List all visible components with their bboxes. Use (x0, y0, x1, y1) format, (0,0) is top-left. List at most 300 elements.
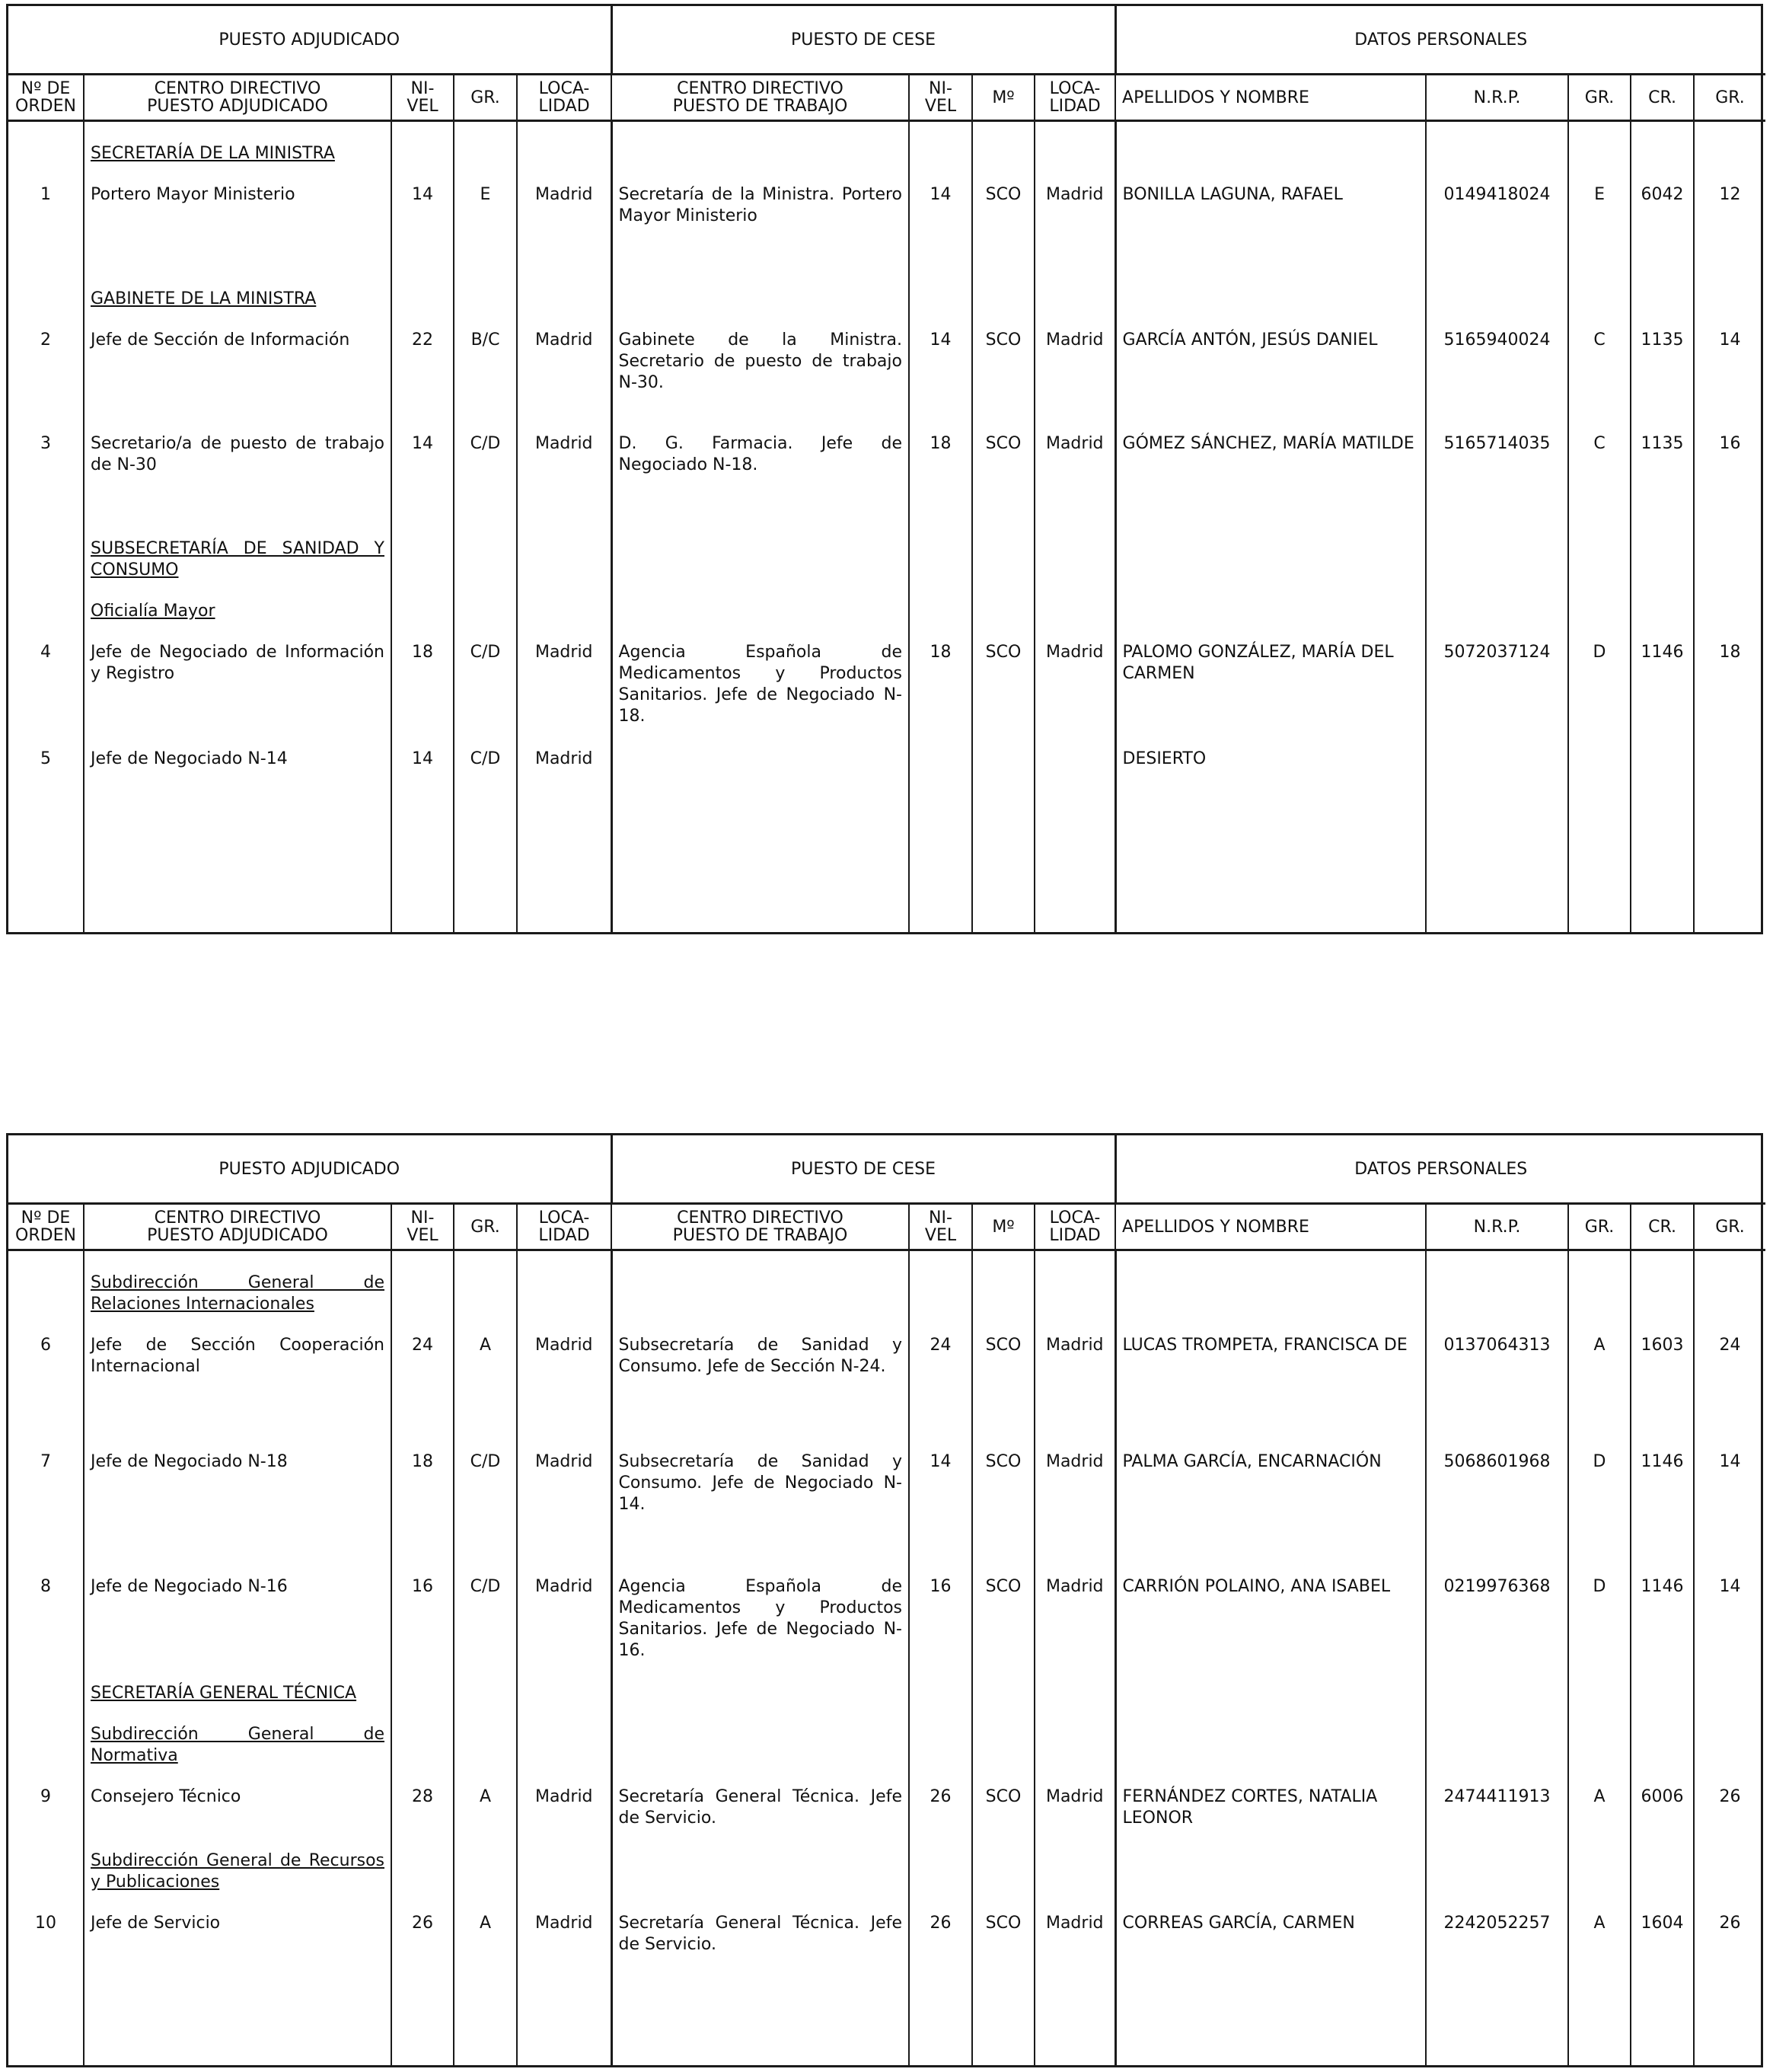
ministerio-cell-value: SCO (985, 330, 1022, 350)
orden-cell (8, 412, 84, 517)
table-row (8, 412, 1765, 517)
nivel-cell-value: 26 (412, 1913, 433, 1933)
cr-cell-value: 6042 (1641, 185, 1684, 204)
localidad-cell-value: Madrid (534, 1451, 593, 1471)
cese-centro-cell (611, 412, 909, 517)
cese-nivel-cell (909, 1250, 972, 1430)
personal-gr-cell (1568, 1555, 1631, 1662)
cese-centro-cell (611, 1662, 909, 1829)
cese-centro-cell (611, 121, 909, 267)
table-row (8, 121, 1765, 267)
orden-number: 2 (40, 330, 51, 350)
grado-cell-value: 14 (1719, 1576, 1741, 1596)
table-row (8, 1555, 1765, 1662)
cr-cell-value: 6006 (1641, 1786, 1684, 1806)
localidad-cell (517, 1555, 611, 1662)
cese-nivel-cell (909, 1430, 972, 1555)
personal-gr-cell (1568, 727, 1631, 895)
filler-row (8, 895, 1765, 933)
cese-localidad-cell-value: Madrid (1045, 642, 1104, 662)
localidad-cell (517, 1662, 611, 1829)
ministerio-cell (972, 1829, 1035, 2012)
cese-centro-cell-value: Agencia Española de Medicamentos y Productos Sanitarios. Jefe de Negociado N-18. (618, 642, 902, 726)
cese-centro-cell-value: Secretaría de la Ministra. Portero Mayor Ministerio (618, 185, 902, 225)
nombre-cell-value: GARCÍA ANTÓN, JESÚS DANIEL (1122, 330, 1378, 350)
grado-cell (1694, 517, 1765, 727)
filler-cell (909, 2012, 972, 2066)
heading-gap (91, 1704, 384, 1724)
group-header-datos-personales: DATOS PERSONALES (1115, 6, 1765, 75)
nrp-cell (1426, 727, 1568, 895)
nivel-cell-value: 14 (412, 185, 433, 204)
puesto-cell (84, 412, 391, 517)
filler-cell (517, 895, 611, 933)
nombre-cell-value: LUCAS TROMPETA, FRANCISCA DE (1122, 1336, 1408, 1355)
filler-cell (1568, 2012, 1631, 2066)
grado-cell-value: 16 (1719, 433, 1741, 453)
ministerio-cell (972, 1555, 1035, 1662)
cese-nivel-cell-value: 14 (930, 185, 952, 204)
cese-centro-cell-value: Secretaría General Técnica. Jefe de Servicio. (618, 1786, 902, 1828)
filler-cell (1115, 895, 1426, 933)
filler-cell (611, 2012, 909, 2066)
ministerio-cell-value: SCO (985, 1576, 1022, 1596)
grado-cell (1694, 1555, 1765, 1662)
puesto-cell (84, 727, 391, 895)
cr-cell-value: 1146 (1641, 1576, 1684, 1596)
cr-cell-value: 1603 (1641, 1336, 1684, 1355)
ministerio-cell-value: SCO (985, 185, 1022, 204)
grado-cell (1694, 1662, 1765, 1829)
personal-gr-cell (1568, 412, 1631, 517)
puesto-cell (84, 1555, 391, 1662)
personal-gr-cell-value: D (1593, 642, 1606, 662)
gr-cell-value: C/D (470, 1576, 501, 1596)
cr-cell (1631, 1430, 1694, 1555)
section-heading: Subdirección General de Normativa (91, 1724, 384, 1765)
cr-cell-value: 1146 (1641, 642, 1684, 662)
cese-centro-cell (611, 517, 909, 727)
col-header-cr: CR. (1631, 75, 1694, 121)
filler-cell (909, 895, 972, 933)
nrp-cell (1426, 1555, 1568, 1662)
col-header-centro-cese: CENTRO DIRECTIVO PUESTO DE TRABAJO (611, 75, 909, 121)
gr-cell (454, 267, 517, 412)
cese-centro-cell-value: D. G. Farmacia. Jefe de Negociado N-18. (618, 433, 902, 474)
col-header-cese-localidad: LOCA- LIDAD (1035, 75, 1115, 121)
nrp-cell (1426, 1662, 1568, 1829)
localidad-cell (517, 121, 611, 267)
gr-cell-value: A (479, 1913, 492, 1933)
grado-cell (1694, 412, 1765, 517)
assignment-table-1 (6, 4, 1763, 934)
cese-localidad-cell (1035, 1662, 1115, 1829)
col-header-grado: GR. (1694, 75, 1765, 121)
filler-cell (972, 895, 1035, 933)
cese-centro-cell (611, 1829, 909, 2012)
filler-cell (1035, 895, 1115, 933)
col-header-ministerio: Mº (972, 1204, 1035, 1250)
col-header-centro-cese: CENTRO DIRECTIVO PUESTO DE TRABAJO (611, 1204, 909, 1250)
orden-number: 4 (40, 642, 51, 662)
nombre-cell (1115, 517, 1426, 727)
cese-nivel-cell-value: 14 (930, 1451, 952, 1471)
personal-gr-cell (1568, 267, 1631, 412)
cese-centro-cell-value: Secretaría General Técnica. Jefe de Servicio. (618, 1913, 902, 1954)
puesto-text: Jefe de Negociado N-16 (91, 1576, 288, 1596)
filler-cell (1631, 895, 1694, 933)
personal-gr-cell (1568, 1430, 1631, 1555)
cese-localidad-cell-value: Madrid (1045, 1913, 1104, 1933)
personal-gr-cell-value: D (1593, 1576, 1606, 1596)
personal-gr-cell (1568, 121, 1631, 267)
table-row (8, 267, 1765, 412)
cese-nivel-cell-value: 16 (930, 1576, 952, 1596)
puesto-text: Jefe de Negociado N-14 (91, 749, 288, 768)
grado-cell (1694, 1829, 1765, 2012)
puesto-text: Secretario/a de puesto de trabajo de N-30 (91, 433, 384, 474)
gr-cell (454, 1555, 517, 1662)
nombre-cell (1115, 267, 1426, 412)
nombre-cell (1115, 1662, 1426, 1829)
localidad-cell-value: Madrid (534, 1336, 593, 1355)
gr-cell (454, 1250, 517, 1430)
puesto-text: Jefe de Negociado N-18 (91, 1451, 288, 1471)
puesto-text: Jefe de Sección Cooperación Internacional (91, 1336, 384, 1376)
nombre-cell-value: DESIERTO (1122, 749, 1207, 768)
col-header-gr: GR. (454, 1204, 517, 1250)
nombre-cell-value: CORREAS GARCÍA, CARMEN (1122, 1913, 1355, 1933)
ministerio-cell-value: SCO (985, 1451, 1022, 1471)
cese-centro-cell (611, 1555, 909, 1662)
personal-gr-cell-value: E (1594, 185, 1605, 204)
cese-localidad-cell (1035, 412, 1115, 517)
gr-cell (454, 121, 517, 267)
filler-cell (391, 895, 454, 933)
nrp-cell (1426, 412, 1568, 517)
nivel-cell-value: 22 (412, 330, 433, 350)
orden-number: 8 (40, 1576, 51, 1596)
table-1 (8, 6, 1765, 932)
col-header-gr: GR. (454, 75, 517, 121)
filler-cell (1115, 2012, 1426, 2066)
ministerio-cell (972, 517, 1035, 727)
filler-row (8, 2012, 1765, 2066)
grado-cell (1694, 1430, 1765, 1555)
orden-number: 1 (40, 185, 51, 204)
cr-cell (1631, 1250, 1694, 1430)
section-heading: SECRETARÍA GENERAL TÉCNICA (91, 1683, 357, 1703)
cese-nivel-cell-value: 18 (930, 433, 952, 453)
filler-cell (8, 2012, 84, 2066)
grado-cell-value: 26 (1719, 1913, 1741, 1933)
localidad-cell (517, 1250, 611, 1430)
heading-gap (91, 164, 384, 184)
cese-centro-cell-value: Gabinete de la Ministra. Secretario de puesto de trabajo N-30. (618, 330, 902, 392)
puesto-text: Jefe de Servicio (91, 1913, 221, 1933)
filler-cell (84, 2012, 391, 2066)
cese-localidad-cell-value: Madrid (1045, 330, 1104, 350)
cese-nivel-cell-value: 24 (930, 1336, 952, 1355)
filler-cell (1694, 2012, 1765, 2066)
heading-gap (91, 1893, 384, 1913)
cese-localidad-cell-value: Madrid (1045, 1576, 1104, 1596)
cese-centro-cell (611, 1430, 909, 1555)
orden-number: 6 (40, 1336, 51, 1355)
gr-cell (454, 1829, 517, 2012)
nrp-cell-value: 2242052257 (1443, 1913, 1551, 1933)
nrp-cell (1426, 1430, 1568, 1555)
puesto-cell (84, 1662, 391, 1829)
orden-cell (8, 727, 84, 895)
ministerio-cell-value: SCO (985, 642, 1022, 662)
cese-localidad-cell-value: Madrid (1045, 1451, 1104, 1471)
heading-gap (91, 1767, 384, 1786)
cese-nivel-cell-value: 14 (930, 330, 952, 350)
col-header-centro-adjudicado: CENTRO DIRECTIVO PUESTO ADJUDICADO (84, 75, 391, 121)
cr-cell-value: 1135 (1641, 433, 1684, 453)
table-row (8, 1250, 1765, 1430)
nivel-cell (391, 121, 454, 267)
table-2 (8, 1135, 1765, 2065)
cese-localidad-cell (1035, 1829, 1115, 2012)
table-row (8, 1662, 1765, 1829)
puesto-cell (84, 1430, 391, 1555)
section-heading: Subdirección General de Recursos y Publicaciones (91, 1850, 384, 1892)
filler-cell (611, 895, 909, 933)
filler-cell (454, 895, 517, 933)
puesto-text: Jefe de Negociado de Información y Registro (91, 642, 384, 683)
col-header-apellidos: APELLIDOS Y NOMBRE (1115, 75, 1426, 121)
cr-cell (1631, 1662, 1694, 1829)
filler-cell (1694, 895, 1765, 933)
group-header-datos-personales: DATOS PERSONALES (1115, 1135, 1765, 1204)
grado-cell (1694, 1250, 1765, 1430)
nrp-cell-value: 0137064313 (1443, 1336, 1551, 1355)
cese-centro-cell-value: Subsecretaría de Sanidad y Consumo. Jefe de Negociado N-14. (618, 1451, 902, 1514)
orden-number: 10 (35, 1913, 56, 1933)
nombre-cell (1115, 1250, 1426, 1430)
puesto-text: Jefe de Sección de Información (91, 330, 350, 350)
nivel-cell (391, 1829, 454, 2012)
puesto-text: Portero Mayor Ministerio (91, 185, 295, 204)
nivel-cell-value: 18 (412, 1451, 433, 1471)
localidad-cell-value: Madrid (534, 1576, 593, 1596)
localidad-cell-value: Madrid (534, 642, 593, 662)
grado-cell-value: 24 (1719, 1336, 1741, 1355)
nivel-cell-value: 14 (412, 433, 433, 453)
nrp-cell (1426, 1829, 1568, 2012)
gr-cell-value: A (479, 1336, 492, 1355)
puesto-cell (84, 1250, 391, 1430)
puesto-cell (84, 267, 391, 412)
orden-number: 9 (40, 1786, 51, 1806)
grado-cell (1694, 267, 1765, 412)
gr-cell-value: A (479, 1786, 492, 1806)
cese-localidad-cell-value: Madrid (1045, 185, 1104, 204)
cr-cell (1631, 1555, 1694, 1662)
nrp-cell-value: 5165940024 (1443, 330, 1551, 350)
col-header-apellidos: APELLIDOS Y NOMBRE (1115, 1204, 1426, 1250)
group-header-puesto-adjudicado: PUESTO ADJUDICADO (8, 1135, 611, 1204)
nivel-cell (391, 727, 454, 895)
orden-cell (8, 1430, 84, 1555)
cese-centro-cell-value: Subsecretaría de Sanidad y Consumo. Jefe de Sección N-24. (618, 1336, 902, 1376)
nombre-cell-value: FERNÁNDEZ CORTES, NATALIA LEONOR (1122, 1786, 1378, 1828)
cese-nivel-cell-value: 18 (930, 642, 952, 662)
nrp-cell-value: 0149418024 (1443, 185, 1551, 204)
localidad-cell (517, 517, 611, 727)
nivel-cell (391, 517, 454, 727)
orden-number: 3 (40, 433, 51, 453)
col-header-centro-adjudicado: CENTRO DIRECTIVO PUESTO ADJUDICADO (84, 1204, 391, 1250)
table-row (8, 517, 1765, 727)
localidad-cell-value: Madrid (534, 330, 593, 350)
filler-cell (454, 2012, 517, 2066)
personal-gr-cell-value: A (1593, 1336, 1606, 1355)
col-header-cese-localidad: LOCA- LIDAD (1035, 1204, 1115, 1250)
nivel-cell (391, 1250, 454, 1430)
gr-cell (454, 517, 517, 727)
personal-gr-cell (1568, 1250, 1631, 1430)
gr-cell-value: B/C (470, 330, 500, 350)
cese-localidad-cell (1035, 121, 1115, 267)
personal-gr-cell-value: C (1593, 330, 1606, 350)
nrp-cell (1426, 1250, 1568, 1430)
localidad-cell-value: Madrid (534, 185, 593, 204)
cese-nivel-cell (909, 1829, 972, 2012)
personal-gr-cell-value: C (1593, 433, 1606, 453)
filler-cell (1426, 2012, 1568, 2066)
nombre-cell-value: PALOMO GONZÁLEZ, MARÍA DEL CARMEN (1122, 642, 1394, 683)
nivel-cell-value: 24 (412, 1336, 433, 1355)
orden-cell (8, 1829, 84, 2012)
group-header-puesto-cese: PUESTO DE CESE (611, 1135, 1115, 1204)
ministerio-cell (972, 727, 1035, 895)
nombre-cell (1115, 121, 1426, 267)
filler-cell (1568, 895, 1631, 933)
col-header-personal-gr: GR. (1568, 75, 1631, 121)
cr-cell-value: 1146 (1641, 1451, 1684, 1471)
cr-cell (1631, 121, 1694, 267)
localidad-cell-value: Madrid (534, 1913, 593, 1933)
group-header-puesto-adjudicado: PUESTO ADJUDICADO (8, 6, 611, 75)
cese-centro-cell (611, 1250, 909, 1430)
cese-localidad-cell (1035, 727, 1115, 895)
col-header-orden: Nº DE ORDEN (8, 1204, 84, 1250)
grado-cell (1694, 121, 1765, 267)
table-row (8, 727, 1765, 895)
heading-gap (91, 310, 384, 330)
orden-cell (8, 1250, 84, 1430)
localidad-cell (517, 267, 611, 412)
nivel-cell (391, 1662, 454, 1829)
cr-cell (1631, 412, 1694, 517)
cr-cell (1631, 727, 1694, 895)
nombre-cell (1115, 1430, 1426, 1555)
cese-localidad-cell-value: Madrid (1045, 1336, 1104, 1355)
localidad-cell (517, 1430, 611, 1555)
nivel-cell-value: 16 (412, 1576, 433, 1596)
gr-cell-value: E (480, 185, 491, 204)
cese-nivel-cell (909, 1555, 972, 1662)
nrp-cell-value: 5165714035 (1443, 433, 1551, 453)
personal-gr-cell-value: A (1593, 1913, 1606, 1933)
gr-cell-value: C/D (470, 1451, 501, 1471)
ministerio-cell (972, 121, 1035, 267)
grado-cell-value: 26 (1719, 1786, 1741, 1806)
col-header-nivel: NI- VEL (391, 1204, 454, 1250)
personal-gr-cell (1568, 1662, 1631, 1829)
personal-gr-cell (1568, 517, 1631, 727)
table-row (8, 1430, 1765, 1555)
cese-localidad-cell-value: Madrid (1045, 433, 1104, 453)
col-header-cr: CR. (1631, 1204, 1694, 1250)
ministerio-cell-value: SCO (985, 433, 1022, 453)
nombre-cell (1115, 412, 1426, 517)
cese-localidad-cell (1035, 267, 1115, 412)
cese-centro-cell-value: Agencia Española de Medicamentos y Productos Sanitarios. Jefe de Negociado N-16. (618, 1576, 902, 1660)
localidad-cell-value: Madrid (534, 433, 593, 453)
cese-nivel-cell (909, 517, 972, 727)
nombre-cell-value: PALMA GARCÍA, ENCARNACIÓN (1122, 1451, 1382, 1471)
col-header-cese-nivel: NI- VEL (909, 75, 972, 121)
orden-cell (8, 1662, 84, 1829)
orden-cell (8, 121, 84, 267)
col-header-nrp: N.R.P. (1426, 1204, 1568, 1250)
nombre-cell (1115, 727, 1426, 895)
nombre-cell (1115, 1555, 1426, 1662)
section-heading: Subdirección General de Relaciones Internacionales (91, 1273, 384, 1314)
orden-cell (8, 517, 84, 727)
section-heading: SECRETARÍA DE LA MINISTRA (91, 144, 335, 163)
cese-nivel-cell (909, 412, 972, 517)
nrp-cell-value: 5068601968 (1443, 1451, 1551, 1471)
nrp-cell (1426, 267, 1568, 412)
nivel-cell (391, 267, 454, 412)
table-row (8, 1829, 1765, 2012)
gr-cell (454, 727, 517, 895)
gr-cell-value: C/D (470, 749, 501, 768)
assignment-table-2 (6, 1133, 1763, 2067)
grado-cell-value: 14 (1719, 330, 1741, 350)
cr-cell (1631, 517, 1694, 727)
puesto-cell (84, 1829, 391, 2012)
filler-cell (1426, 895, 1568, 933)
cese-localidad-cell (1035, 1250, 1115, 1430)
nrp-cell-value: 5072037124 (1443, 642, 1551, 662)
ministerio-cell (972, 267, 1035, 412)
col-header-personal-gr: GR. (1568, 1204, 1631, 1250)
heading-gap (91, 1315, 384, 1335)
group-header-puesto-cese: PUESTO DE CESE (611, 6, 1115, 75)
grado-cell (1694, 727, 1765, 895)
puesto-cell (84, 517, 391, 727)
cese-nivel-cell-value: 26 (930, 1786, 952, 1806)
cese-localidad-cell-value: Madrid (1045, 1786, 1104, 1806)
personal-gr-cell (1568, 1829, 1631, 2012)
heading-gap (91, 581, 384, 601)
cese-nivel-cell (909, 1662, 972, 1829)
grado-cell-value: 18 (1719, 642, 1741, 662)
nivel-cell (391, 1555, 454, 1662)
gr-cell (454, 1430, 517, 1555)
col-header-cese-nivel: NI- VEL (909, 1204, 972, 1250)
section-heading: GABINETE DE LA MINISTRA (91, 289, 317, 308)
cr-cell-value: 1604 (1641, 1913, 1684, 1933)
personal-gr-cell-value: A (1593, 1786, 1606, 1806)
cr-cell (1631, 267, 1694, 412)
